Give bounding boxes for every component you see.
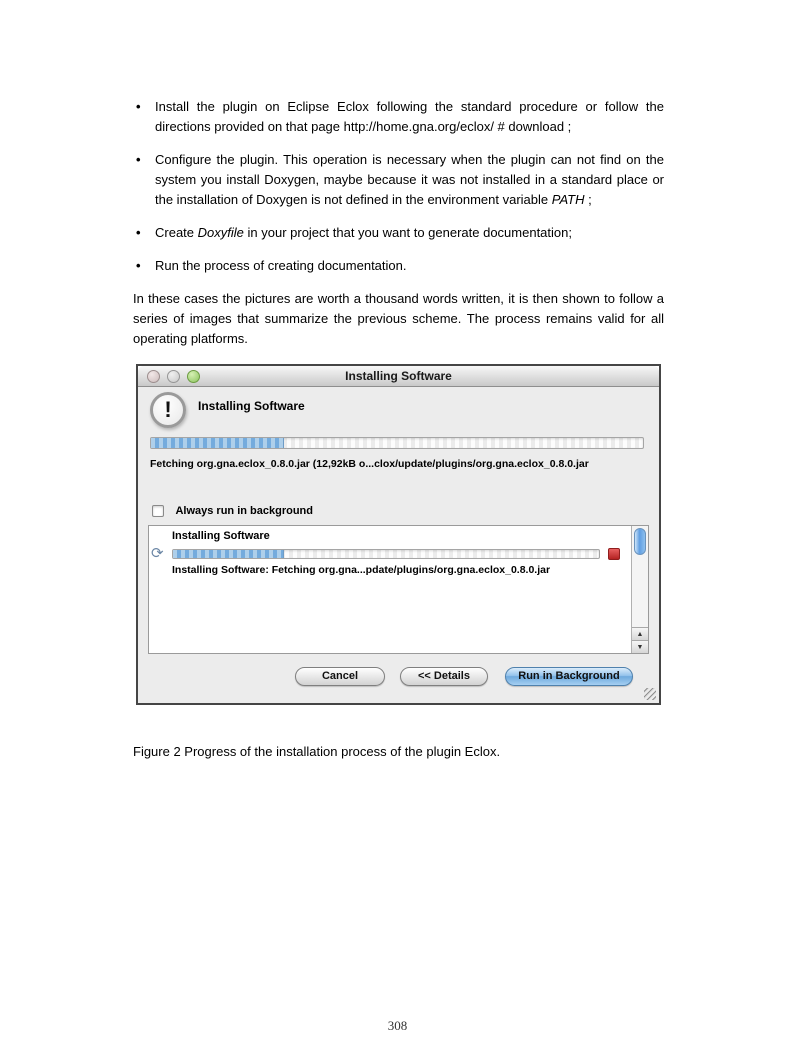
- checkbox-label: Always run in background: [175, 504, 313, 517]
- background-checkbox-row[interactable]: [152, 502, 313, 516]
- always-run-in-background-checkbox[interactable]: [152, 505, 164, 517]
- scroll-up-button[interactable]: ▲: [632, 627, 648, 640]
- bullet-text: Create: [155, 225, 198, 240]
- details-button[interactable]: << Details: [400, 667, 488, 686]
- bullet-text: Run the process of creating documentation.: [155, 258, 407, 273]
- task-name: Installing Software: [172, 530, 270, 542]
- bullet-text-italic: PATH: [551, 192, 585, 207]
- task-detail-text: Installing Software: Fetching org.gna...pdate/plugins/org.gna.eclox_0.8.0.jar: [172, 564, 551, 576]
- figure-caption: Figure 2 Progress of the installation process of the plugin Eclox.: [133, 744, 501, 759]
- spinner-icon: ⟳: [151, 545, 164, 562]
- cancel-button[interactable]: Cancel: [295, 667, 385, 686]
- alert-icon: !: [150, 392, 186, 428]
- panel-scrollbar[interactable]: [631, 526, 648, 653]
- main-progress-bar: [150, 437, 644, 449]
- bullet-list: [133, 97, 664, 276]
- bullet-text-italic: Doxyfile: [197, 225, 244, 240]
- paragraph: In these cases the pictures are worth a thousand words written, it is then shown to follow a series of images that summarize the previous scheme. The process remains valid for all operating platforms.: [133, 291, 664, 346]
- status-text: Fetching org.gna.eclox_0.8.0.jar (12,92kB o...clox/update/plugins/org.gna.eclox_0.8.0.jar: [150, 458, 589, 470]
- list-item: [133, 97, 664, 137]
- scrollbar-thumb[interactable]: [634, 528, 646, 555]
- scrollbar-arrows: [632, 627, 648, 653]
- stop-task-button[interactable]: [608, 548, 620, 560]
- body-text: [133, 97, 664, 349]
- main-progress-fill: [151, 438, 284, 448]
- window-titlebar[interactable]: [138, 366, 659, 387]
- bullet-text: ;: [584, 192, 592, 207]
- bullet-text: Configure the plugin. This operation is necessary when the plugin can not find on the system you install Doxygen, maybe because it was not installed in a standard place or the installation of Doxygen is not defined in the environment variable: [155, 152, 664, 207]
- resize-grip[interactable]: [644, 688, 656, 700]
- progress-detail-panel: [148, 525, 649, 654]
- bullet-text: in your project that you want to generate documentation;: [243, 225, 572, 240]
- scroll-down-button[interactable]: ▼: [632, 640, 648, 653]
- figure-screenshot: [136, 364, 661, 705]
- task-progress-fill: [173, 550, 284, 558]
- install-dialog-window: [138, 366, 659, 703]
- list-item: [133, 150, 664, 210]
- list-item: [133, 256, 664, 276]
- page-number: 308: [387, 1018, 408, 1033]
- list-item: [133, 223, 664, 243]
- window-title: Installing Software: [345, 369, 452, 383]
- bullet-text: Install the plugin on Eclipse Eclox following the standard procedure or follow the directions provided on that page http://home.gna.org/eclox/ # download ;: [155, 99, 664, 134]
- dialog-header: Installing Software: [198, 399, 305, 413]
- task-progress-bar: [172, 549, 600, 559]
- run-in-background-button[interactable]: Run in Background: [505, 667, 633, 686]
